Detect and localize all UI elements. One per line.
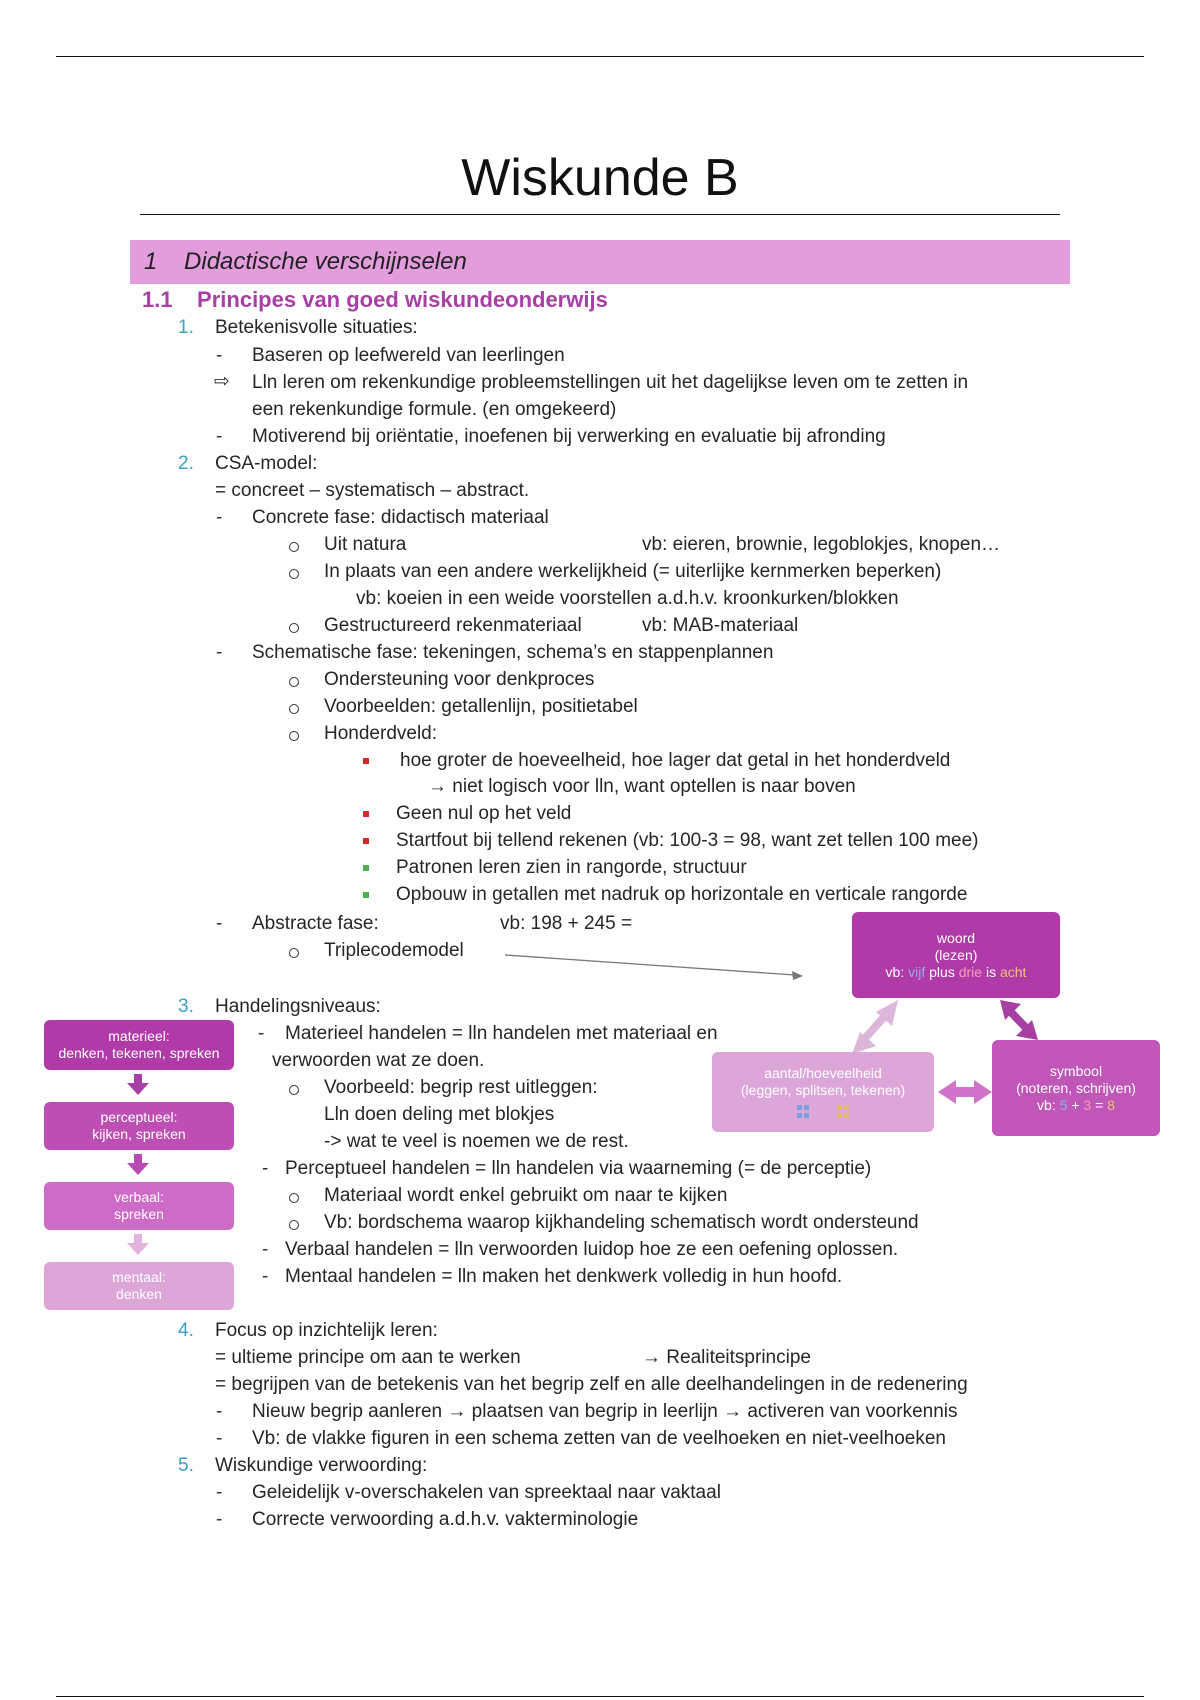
document-title: Wiskunde B	[461, 149, 739, 207]
list-item: Opbouw in getallen met nadruk op horizontale en verticale rangorde	[396, 884, 968, 905]
word-box-example: vb: vijf plus drie is acht	[885, 963, 1027, 980]
definition-text: = ultieme principe om aan te werken	[215, 1347, 521, 1368]
example-text: vb: eieren, brownie, legoblokjes, knopen…	[642, 534, 1001, 555]
circle-bullet	[289, 1193, 299, 1203]
dash-bullet: -	[258, 1023, 265, 1044]
list-item: Correcte verwoording a.d.h.v. vakterminologie	[252, 1509, 639, 1530]
dash-bullet: -	[216, 426, 223, 447]
chapter-title: Didactische verschijnselen	[184, 248, 467, 275]
pointer-arrowhead	[792, 971, 803, 980]
item-title: Betekenisvolle situaties:	[215, 317, 418, 338]
amount-symbol-arrowhead	[938, 1080, 956, 1104]
level-box-materieel: materieel: denken, tekenen, spreken	[44, 1020, 234, 1070]
circle-bullet	[289, 1220, 299, 1230]
dash-bullet: -	[216, 1401, 223, 1422]
list-item: Lln leren om rekenkundige probleemstellingen uit het dagelijkse leven om te zetten in	[252, 372, 969, 393]
definition-text: → Realiteitsprincipe	[642, 1347, 811, 1368]
list-item: Materieel handelen = lln handelen met materiaal en	[285, 1023, 718, 1044]
list-item-continuation: Lln doen deling met blokjes	[324, 1104, 555, 1125]
list-item-continuation: -> wat te veel is noemen we de rest.	[324, 1131, 629, 1152]
amount-symbol-arrowhead	[974, 1080, 992, 1104]
list-item: Materiaal wordt enkel gebruikt om naar te kijken	[324, 1185, 728, 1206]
list-item: Gestructureerd rekenmateriaal	[324, 615, 582, 636]
example-text: vb: koeien in een weide voorstellen a.d.h.v. kroonkurken/blokken	[356, 588, 899, 609]
chapter-number: 1	[144, 248, 158, 275]
symbol-box-subtitle: (noteren, schrijven)	[1016, 1079, 1136, 1096]
list-item-continuation: een rekenkundige formule. (en omgekeerd)	[252, 399, 617, 420]
word-box	[852, 912, 1060, 998]
list-item-continuation: → niet logisch voor lln, want optellen is naar boven	[428, 776, 856, 797]
list-item: Honderdveld:	[324, 723, 438, 744]
list-item: Baseren op leefwereld van leerlingen	[252, 345, 565, 366]
item-number: 4.	[178, 1320, 194, 1341]
dash-bullet: -	[262, 1266, 269, 1287]
list-item: Verbaal handelen = lln verwoorden luidop hoe ze een oefening oplossen.	[285, 1239, 899, 1260]
arrow-bullet-icon: ⇨	[214, 371, 230, 392]
dash-bullet: -	[216, 507, 223, 528]
definition-text: = begrijpen van de betekenis van het begrip zelf en alle deelhandelingen in de redenering	[215, 1374, 968, 1395]
item-number: 5.	[178, 1455, 194, 1476]
item-title: Focus op inzichtelijk leren:	[215, 1320, 438, 1341]
pointer-arrow-line	[505, 955, 795, 975]
list-item: Nieuw begrip aanleren → plaatsen van begrip in leerlijn → activeren van voorkennis	[252, 1401, 958, 1422]
dash-bullet: -	[216, 1509, 223, 1530]
list-item: Abstracte fase:	[252, 913, 379, 934]
dash-bullet: -	[216, 1482, 223, 1503]
amount-box-title: aantal/hoeveelheid	[764, 1065, 882, 1081]
dash-bullet: -	[216, 345, 223, 366]
item-number: 3.	[178, 996, 194, 1017]
level-box-verbaal: verbaal: spreken	[44, 1182, 234, 1230]
example-text: vb: MAB-materiaal	[642, 615, 799, 636]
symbol-box	[992, 1040, 1160, 1136]
symbol-box-example: vb: 5 + 3 = 8	[1037, 1096, 1115, 1113]
item-title: CSA-model:	[215, 453, 318, 474]
dash-bullet: -	[262, 1158, 269, 1179]
level-arrow-down-icon	[127, 1243, 149, 1255]
list-item: Uit natura	[324, 534, 407, 555]
level-arrow-down-icon	[127, 1163, 149, 1175]
item-title: Handelingsniveaus:	[215, 996, 381, 1017]
item-title: Wiskundige verwoording:	[215, 1455, 428, 1476]
list-item: Vb: de vlakke figuren in een schema zetten van de veelhoeken en niet-veelhoeken	[252, 1428, 946, 1449]
level-box-perceptueel: perceptueel: kijken, spreken	[44, 1102, 234, 1150]
dash-bullet: -	[262, 1239, 269, 1260]
list-item: Geen nul op het veld	[396, 803, 572, 824]
definition-text: = concreet – systematisch – abstract.	[215, 480, 530, 501]
list-item: Geleidelijk v-overschakelen van spreektaal naar vaktaal	[252, 1482, 721, 1503]
amount-dots-icon	[794, 1103, 852, 1119]
item-number: 2.	[178, 453, 194, 474]
list-item: Schematische fase: tekeningen, schema’s en stappenplannen	[252, 642, 774, 663]
list-item: Motiverend bij oriëntatie, inoefenen bij verwerking en evaluatie bij afronding	[252, 426, 886, 447]
list-item: In plaats van een andere werkelijkheid (= uiterlijke kernmerken beperken)	[324, 561, 942, 582]
section-title: Principes van goed wiskundeonderwijs	[197, 287, 608, 312]
level-arrow-down-icon	[127, 1083, 149, 1095]
word-box-subtitle: (lezen)	[934, 946, 978, 963]
list-item: Mentaal handelen = lln maken het denkwerk volledig in hun hoofd.	[285, 1266, 843, 1287]
dash-bullet: -	[216, 1428, 223, 1449]
bottom-rule	[56, 1696, 1144, 1697]
circle-bullet	[289, 1085, 299, 1095]
word-box-title: woord	[936, 929, 976, 946]
list-item: Vb: bordschema waarop kijkhandeling schematisch wordt ondersteund	[324, 1212, 919, 1233]
list-item: Concrete fase: didactisch materiaal	[252, 507, 549, 528]
dash-bullet: -	[216, 913, 223, 934]
symbol-box-title: symbool	[1049, 1062, 1103, 1079]
list-item: Ondersteuning voor denkproces	[324, 669, 595, 690]
example-text: vb: 198 + 245 =	[500, 913, 633, 934]
list-item: Perceptueel handelen = lln handelen via waarneming (= de perceptie)	[285, 1158, 872, 1179]
dash-bullet: -	[216, 642, 223, 663]
list-item: Startfout bij tellend rekenen (vb: 100-3 = 98, want zet tellen 100 mee)	[396, 830, 979, 851]
list-item: Voorbeeld: begrip rest uitleggen:	[324, 1077, 598, 1098]
list-item: Triplecodemodel	[324, 940, 464, 961]
section-number: 1.1	[142, 287, 173, 312]
list-item: Voorbeelden: getallenlijn, positietabel	[324, 696, 638, 717]
list-item: Patronen leren zien in rangorde, structuur	[396, 857, 747, 878]
amount-box	[712, 1052, 934, 1132]
list-item-continuation: verwoorden wat ze doen.	[272, 1050, 485, 1071]
amount-box-subtitle: (leggen, splitsen, tekenen)	[740, 1082, 906, 1098]
list-item: hoe groter de hoeveelheid, hoe lager dat getal in het honderdveld	[400, 750, 951, 771]
item-number: 1.	[178, 317, 194, 338]
level-box-mentaal: mentaal: denken	[44, 1262, 234, 1310]
